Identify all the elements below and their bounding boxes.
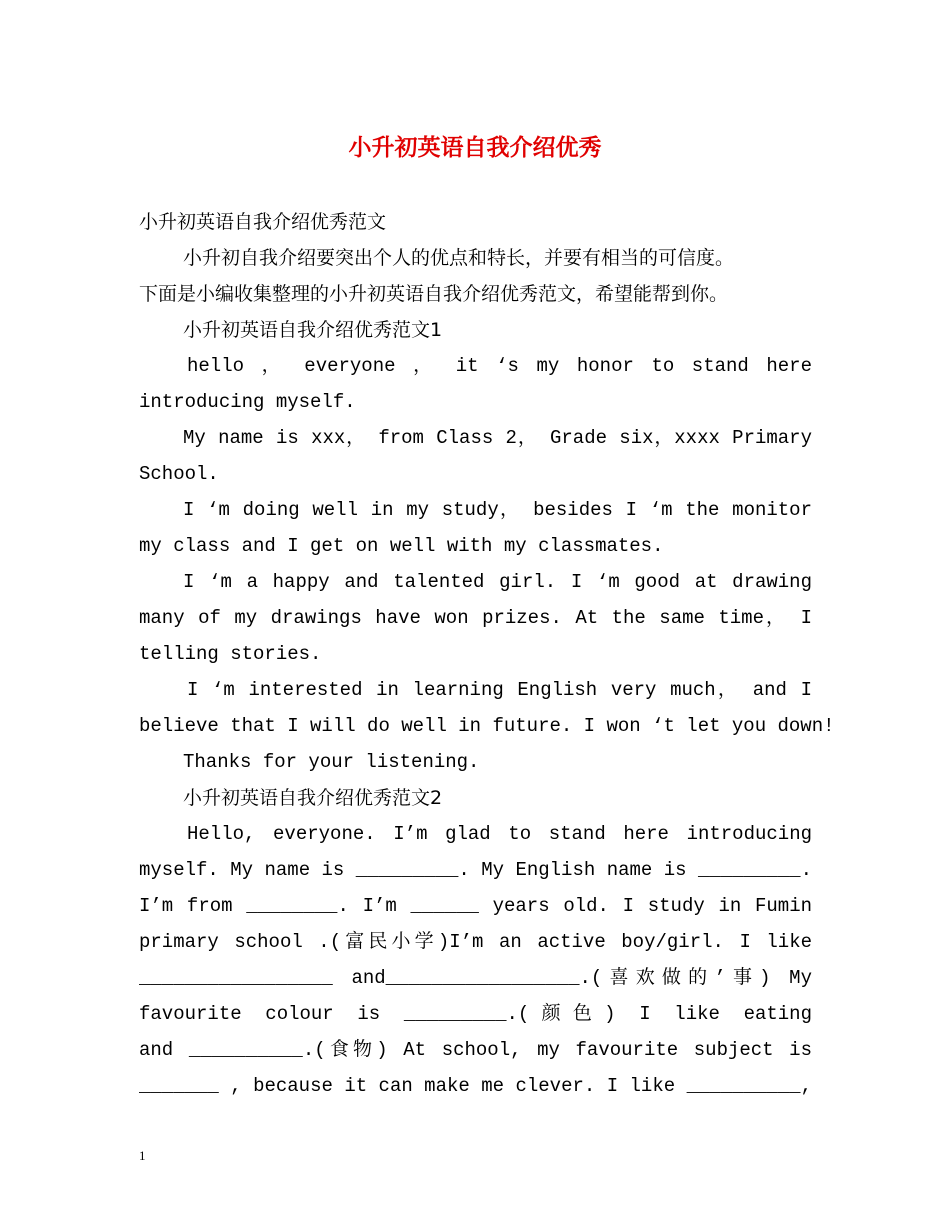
paragraph-line: I ‘m interested in learning English very much， and I — [187, 679, 812, 701]
paragraph-line: myself. My name is _________. My English name is _________. — [139, 859, 812, 881]
paragraph-line: I ‘m a happy and talented girl. I ‘m good at drawing — [183, 571, 812, 593]
paragraph-line: favourite colour is _________.(颜色) I like eating — [139, 1003, 812, 1025]
paragraph-line: believe that I will do well in future. I won ‘t let you down! — [139, 715, 835, 737]
paragraph-line: _______ , because it can make me clever. I like __________, — [139, 1075, 812, 1097]
paragraph-line: Thanks for your listening. — [183, 751, 480, 773]
section-heading: 小升初英语自我介绍优秀范文 — [139, 211, 387, 233]
paragraph-line: my class and I get on well with my classmates. — [139, 535, 664, 557]
paragraph-line: and __________.(食物) At school, my favourite subject is — [139, 1039, 812, 1061]
paragraph-line: hello ， everyone ， it ‘s my honor to stand here — [187, 355, 812, 377]
paragraph-line: Hello, everyone. I’m glad to stand here introducing — [187, 823, 812, 845]
paragraph-line: I’m from ________. I’m ______ years old. I study in Fumin — [139, 895, 812, 917]
section-heading: 小升初英语自我介绍优秀范文2 — [183, 787, 443, 809]
document-body — [139, 204, 835, 1104]
paragraph-line: 小升初自我介绍要突出个人的优点和特长，并要有相当的可信度。 — [183, 247, 735, 269]
section-heading: 小升初英语自我介绍优秀范文1 — [183, 319, 443, 341]
paragraph-line: introducing myself. — [139, 391, 356, 413]
paragraph-line: School. — [139, 463, 219, 485]
paragraph-line: _________________ and_________________.(喜欢做的’事) My — [139, 967, 812, 989]
paragraph-line: many of my drawings have won prizes. At the same time， I — [139, 607, 812, 629]
paragraph-line: I ‘m doing well in my study， besides I ‘m the monitor — [183, 499, 812, 521]
paragraph-line: 下面是小编收集整理的小升初英语自我介绍优秀范文，希望能帮到你。 — [139, 283, 729, 305]
paragraph-line: My name is xxx， from Class 2， Grade six，xxxx Primary — [183, 427, 812, 449]
paragraph-line: telling stories. — [139, 643, 322, 665]
page-number: 1 — [139, 1148, 146, 1163]
document-title: 小升初英语自我介绍优秀 — [348, 134, 602, 161]
paragraph-line: primary school .(富民小学)I’m an active boy/girl. I like — [139, 931, 812, 953]
